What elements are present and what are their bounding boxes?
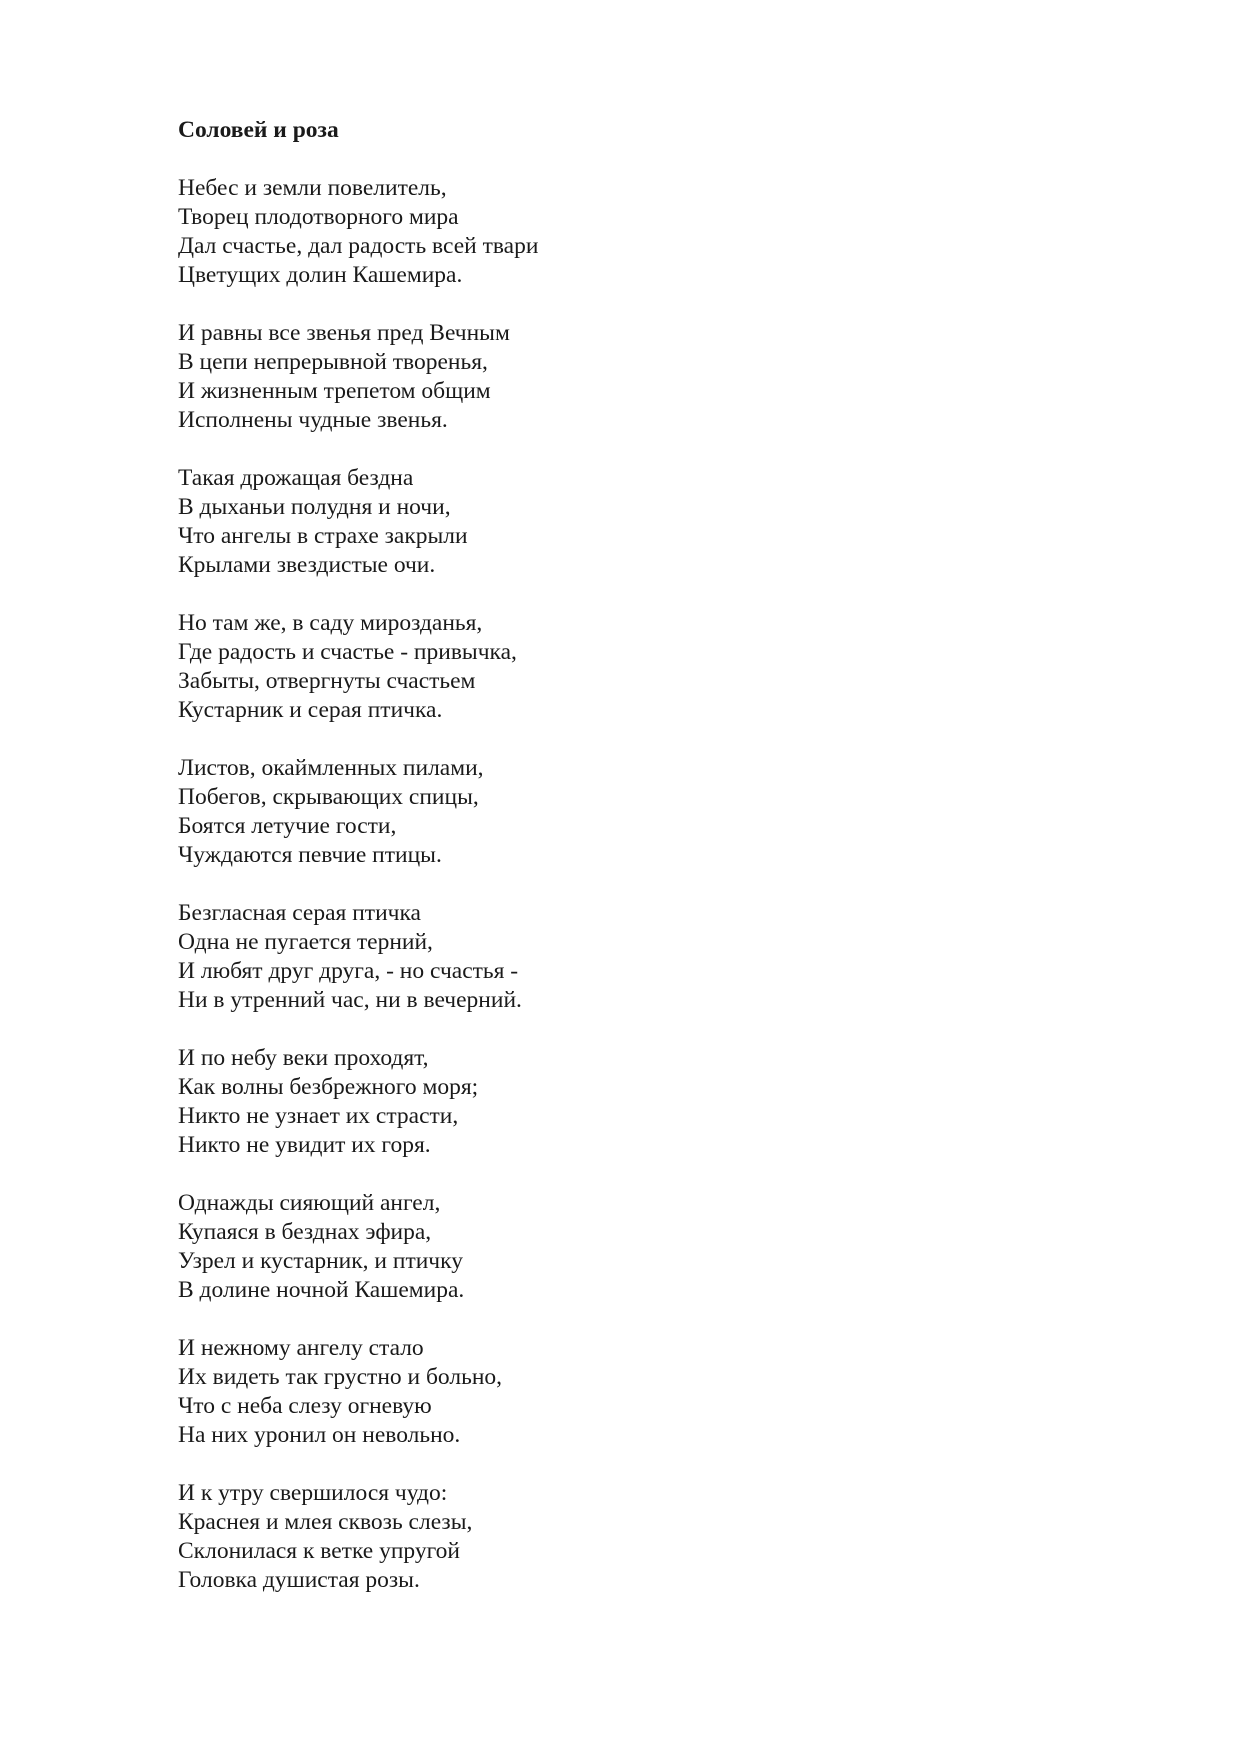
poem-line: Никто не узнает их страсти, — [178, 1103, 459, 1129]
poem-line: И жизненным трепетом общим — [178, 378, 491, 404]
poem-line: Что ангелы в страхе закрыли — [178, 523, 468, 549]
poem-line: Склонилася к ветке упругой — [178, 1538, 460, 1564]
poem-line: Чуждаются певчие птицы. — [178, 842, 442, 868]
poem-line: В дыханьи полудня и ночи, — [178, 494, 451, 520]
poem-line: И нежному ангелу стало — [178, 1335, 424, 1361]
poem-line: Цветущих долин Кашемира. — [178, 262, 463, 288]
stanza-10 — [178, 1479, 1078, 1595]
stanza-7 — [178, 1044, 1078, 1160]
poem-line: Купаяся в безднах эфира, — [178, 1219, 432, 1245]
poem-line: Крылами звездистые очи. — [178, 552, 436, 578]
stanza-5 — [178, 754, 1078, 870]
poem-title: Соловей и роза — [178, 117, 339, 143]
poem-line: Ни в утренний час, ни в вечерний. — [178, 987, 522, 1013]
poem-line: Дал счастье, дал радость всей твари — [178, 233, 539, 259]
poem-line: И по небу веки проходят, — [178, 1045, 429, 1071]
poem-line: Где радость и счастье - привычка, — [178, 639, 517, 665]
poem-body — [178, 116, 1078, 1595]
stanza-1 — [178, 174, 1078, 290]
poem-line: Забыты, отвергнуты счастьем — [178, 668, 476, 694]
poem-line: Как волны безбрежного моря; — [178, 1074, 479, 1100]
stanza-8 — [178, 1189, 1078, 1305]
poem-line: Но там же, в саду мирозданья, — [178, 610, 483, 636]
poem-line: Что с неба слезу огневую — [178, 1393, 432, 1419]
poem-line: И любят друг друга, - но счастья - — [178, 958, 519, 984]
poem-line: На них уронил он невольно. — [178, 1422, 461, 1448]
poem-line: Побегов, скрывающих спицы, — [178, 784, 479, 810]
poem-line: Однажды сияющий ангел, — [178, 1190, 441, 1216]
poem-line: Листов, окаймленных пилами, — [178, 755, 484, 781]
poem-line: В цепи непрерывной творенья, — [178, 349, 488, 375]
poem-line: И к утру свершилося чудо: — [178, 1480, 448, 1506]
poem-line: Боятся летучие гости, — [178, 813, 397, 839]
poem-line: Никто не увидит их горя. — [178, 1132, 431, 1158]
poem-line: Краснея и млея сквозь слезы, — [178, 1509, 473, 1535]
poem-line: Такая дрожащая бездна — [178, 465, 414, 491]
stanza-9 — [178, 1334, 1078, 1450]
poem-line: Узрел и кустарник, и птичку — [178, 1248, 463, 1274]
poem-line: Исполнены чудные звенья. — [178, 407, 448, 433]
poem-line: Небес и земли повелитель, — [178, 175, 447, 201]
poem-line: Одна не пугается терний, — [178, 929, 433, 955]
stanza-6 — [178, 899, 1078, 1015]
poem-line: Безгласная серая птичка — [178, 900, 421, 926]
poem-line: В долине ночной Кашемира. — [178, 1277, 465, 1303]
poem-line: Их видеть так грустно и больно, — [178, 1364, 503, 1390]
poem-line: Кустарник и серая птичка. — [178, 697, 443, 723]
poem-line: И равны все звенья пред Вечным — [178, 320, 510, 346]
stanza-4 — [178, 609, 1078, 725]
poem-line: Головка душистая розы. — [178, 1567, 420, 1593]
stanza-2 — [178, 319, 1078, 435]
poem-line: Творец плодотворного мира — [178, 204, 459, 230]
stanza-3 — [178, 464, 1078, 580]
